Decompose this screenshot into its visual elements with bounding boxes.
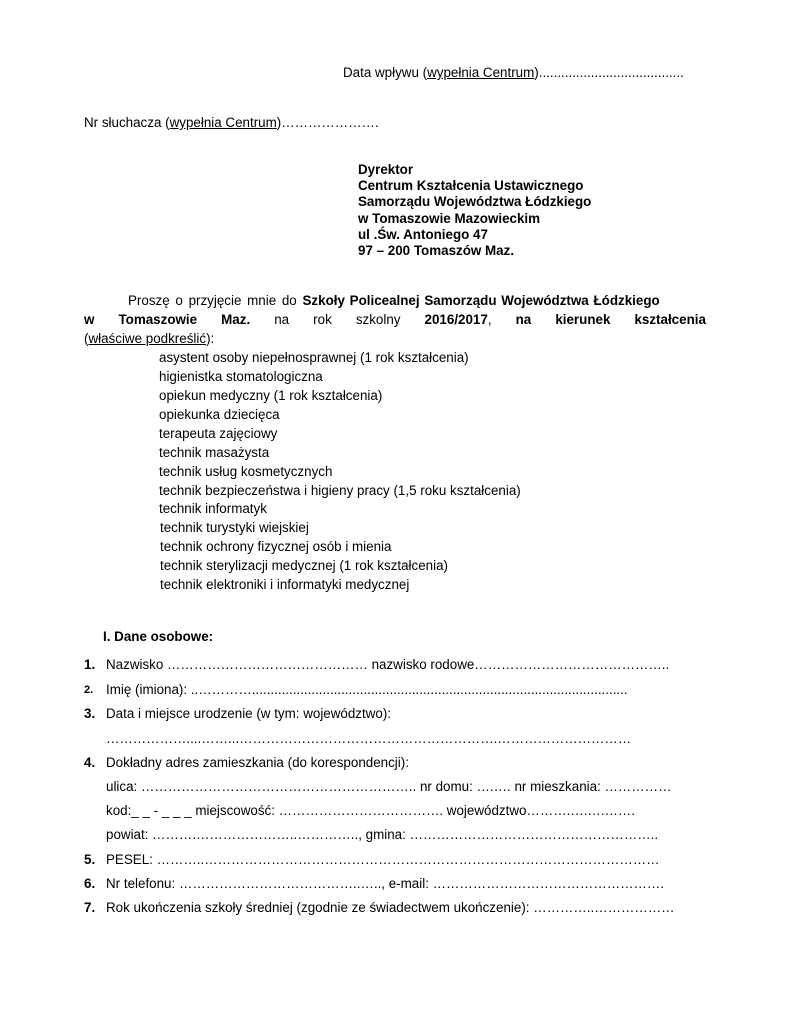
course-label: opiekun medyczny (1 rok kształcenia) bbox=[159, 388, 383, 403]
request-word: na bbox=[515, 312, 532, 327]
field-number: 2. bbox=[84, 684, 94, 696]
student-number-label: Nr słuchacza ( bbox=[84, 115, 170, 130]
address-label: Dokładny adres zamieszkania (do korespondencji): bbox=[106, 755, 409, 770]
section-title: I. Dane osobowe: bbox=[103, 629, 214, 644]
course-label: technik elektroniki i informatyki medycznej bbox=[160, 577, 410, 592]
request-word: szkolny bbox=[355, 312, 401, 327]
street-field[interactable]: ulica: …………………………………………………….. nr domu: ….…. nr mieszkania: …………… bbox=[106, 779, 672, 794]
request-word: rok bbox=[313, 312, 332, 327]
request-line-3 bbox=[84, 331, 214, 346]
request-word: w bbox=[84, 312, 95, 327]
request-word: na bbox=[274, 312, 290, 327]
student-number-dots: )…………………. bbox=[276, 115, 379, 130]
request-text: ( bbox=[84, 331, 89, 346]
first-names-field[interactable]: Imię (imiona): ..…………..................................................................................................... bbox=[106, 682, 628, 697]
phone-email-field[interactable]: Nr telefonu: …………………………………..….., e-mail: ……………………………………………. bbox=[106, 876, 664, 891]
course-label: technik turystyki wiejskiej bbox=[160, 520, 309, 535]
date-received-dots: )....................................... bbox=[534, 65, 684, 80]
course-label: technik informatyk bbox=[159, 501, 267, 516]
birth-date-place-field[interactable]: ………………....……...………………………………………………….………………………… bbox=[106, 731, 632, 746]
request-text: Proszę o przyjęcie mnie do bbox=[128, 293, 297, 308]
field-number: 6. bbox=[84, 876, 96, 891]
request-word: Maz. bbox=[221, 312, 251, 327]
request-line-2 bbox=[84, 312, 706, 327]
course-label: higienistka stomatologiczna bbox=[159, 369, 323, 384]
county-field[interactable]: powiat: ……….…………………..………….., gmina: ……………………………………………….. bbox=[106, 827, 659, 842]
course-label: technik sterylizacji medycznej (1 rok kształcenia) bbox=[160, 558, 448, 573]
school-year: 2016/2017 bbox=[424, 312, 488, 327]
pesel-field[interactable]: PESEL: ………..………………………………………………………………………………………… bbox=[106, 852, 660, 867]
course-label: terapeuta zajęciowy bbox=[159, 426, 278, 441]
course-label: technik usług kosmetycznych bbox=[159, 464, 333, 479]
field-number: 4. bbox=[84, 755, 96, 770]
school-name: Szkoły Policealnej Samorządu Województwa Łódzkiego bbox=[302, 293, 660, 308]
student-number-line bbox=[84, 115, 379, 130]
addressee-line: Samorządu Województwa Łódzkiego bbox=[358, 194, 592, 210]
course-label: technik ochrony fizycznej osób i mienia bbox=[160, 539, 392, 554]
date-received-label: Data wpływu ( bbox=[343, 65, 428, 80]
request-word: kształcenia bbox=[634, 312, 706, 327]
request-word: kierunek bbox=[555, 312, 611, 327]
postal-code-field[interactable]: kod:_ _ - _ _ _ miejscowość: ………………………………. województwo……….….….……. bbox=[106, 803, 636, 818]
course-label: opiekunka dziecięca bbox=[159, 407, 280, 422]
addressee-line: w Tomaszowie Mazowieckim bbox=[358, 210, 541, 226]
course-label: technik masażysta bbox=[159, 445, 270, 460]
addressee-line: ul .Św. Antoniego 47 bbox=[358, 226, 488, 242]
field-number: 7. bbox=[84, 900, 96, 915]
addressee-line: Dyrektor bbox=[358, 162, 414, 177]
course-label: technik bezpieczeństwa i higieny pracy (1,5 roku kształcenia) bbox=[159, 483, 521, 498]
addressee-line: 97 – 200 Tomaszów Maz. bbox=[358, 243, 515, 259]
request-line-1 bbox=[128, 293, 660, 308]
field-number: 1. bbox=[84, 657, 96, 672]
date-received-line bbox=[343, 65, 684, 80]
course-label: asystent osoby niepełnosprawnej (1 rok kształcenia) bbox=[159, 350, 469, 365]
addressee-line: Centrum Kształcenia Ustawicznego bbox=[358, 178, 584, 194]
request-text: ): bbox=[206, 331, 215, 346]
field-number: 3. bbox=[84, 706, 96, 721]
underline-instruction: właściwe podkreślić bbox=[88, 331, 207, 346]
date-received-note: wypełnia Centrum bbox=[427, 65, 535, 80]
field-number: 5. bbox=[84, 852, 96, 867]
student-number-note: wypełnia Centrum bbox=[169, 115, 277, 130]
addressee-block bbox=[358, 162, 591, 259]
birth-date-place-label: Data i miejsce urodzenie (w tym: województwo): bbox=[106, 706, 392, 721]
request-word: Tomaszowie bbox=[118, 312, 198, 327]
graduation-year-field[interactable]: Rok ukończenia szkoły średniej (zgodnie ze świadectwem ukończenie): …………..……………… bbox=[106, 900, 675, 915]
request-word: , bbox=[487, 312, 492, 327]
surname-field[interactable]: Nazwisko ……………………………………… nazwisko rodowe…………………………………….. bbox=[106, 657, 670, 672]
